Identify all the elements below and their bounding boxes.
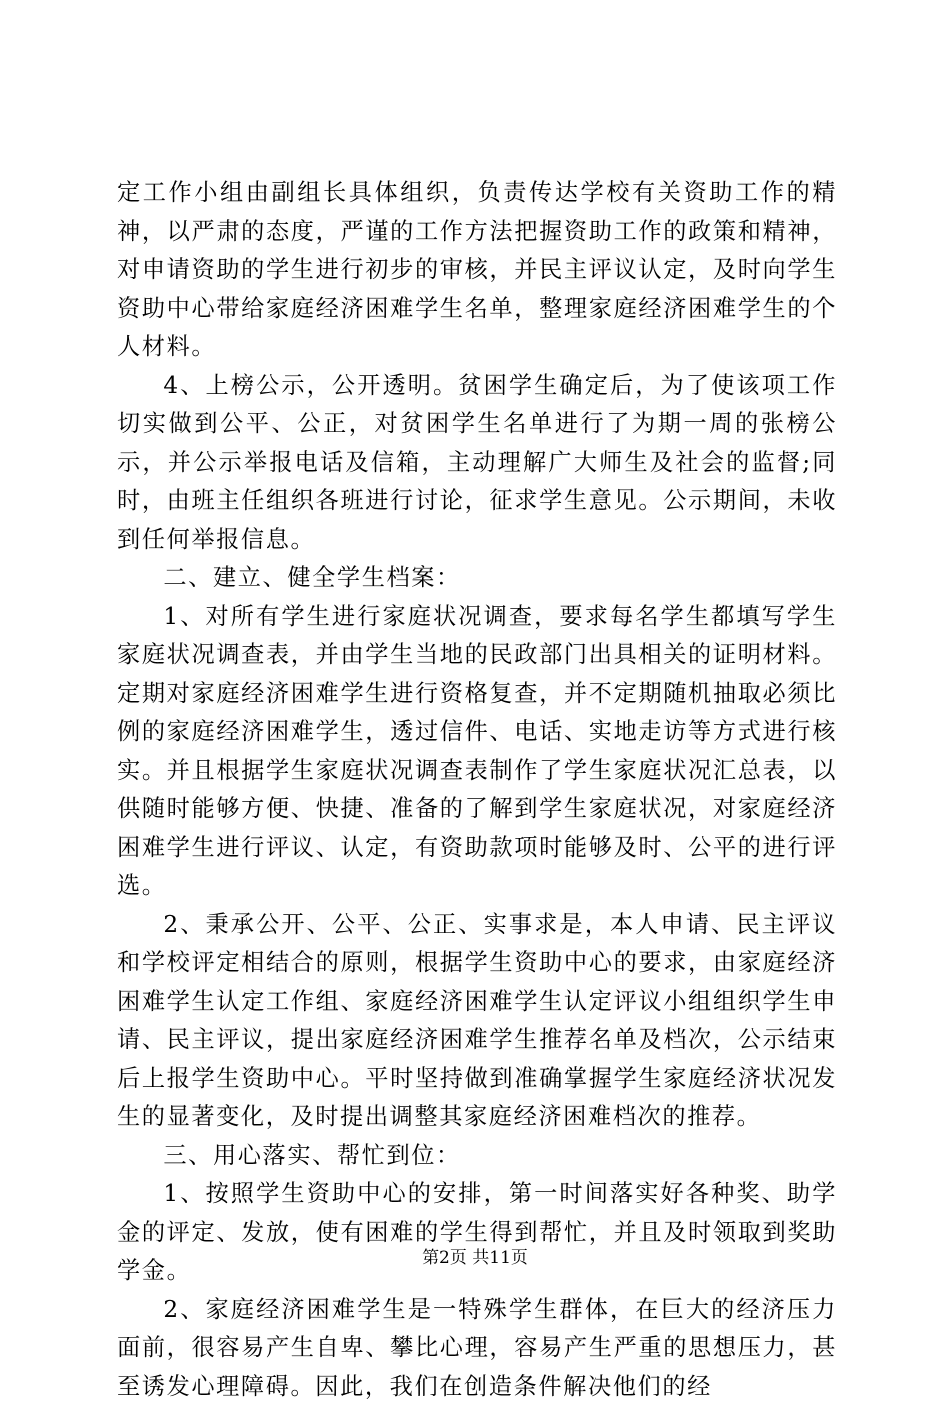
paragraph: 4、上榜公示，公开透明。贫困学生确定后，为了使该项工作切实做到公平、公正，对贫困学生名单进行了为期一周的张榜公示，并公示举报电话及信箱，主动理解广大师生及社会的监督;同时，由班主任组织各班进行讨论，征求学生意见。公示期间，未收到任何举报信息。: [117, 367, 837, 560]
page-number-footer: 第2页 共11页: [0, 1243, 950, 1268]
section-heading: 三、用心落实、帮忙到位：: [117, 1137, 837, 1176]
paragraph: 1、对所有学生进行家庭状况调查，要求每名学生都填写学生家庭状况调查表，并由学生当地的民政部门出具相关的证明材料。定期对家庭经济困难学生进行资格复查，并不定期随机抽取必须比例的家庭经济困难学生，透过信件、电话、实地走访等方式进行核实。并且根据学生家庭状况调查表制作了学生家庭状况汇总表，以供随时能够方便、快捷、准备的了解到学生家庭状况，对家庭经济困难学生进行评议、认定，有资助款项时能够及时、公平的进行评选。: [117, 598, 837, 906]
paragraph: 2、家庭经济困难学生是一特殊学生群体，在巨大的经济压力面前，很容易产生自卑、攀比心理，容易产生严重的思想压力，甚至诱发心理障碍。因此，我们在创造条件解决他们的经: [117, 1291, 837, 1406]
document-body: [117, 174, 837, 1406]
section-heading: 二、建立、健全学生档案：: [117, 559, 837, 598]
paragraph: 2、秉承公开、公平、公正、实事求是，本人申请、民主评议和学校评定相结合的原则，根据学生资助中心的要求，由家庭经济困难学生认定工作组、家庭经济困难学生认定评议小组组织学生申请、民主评议，提出家庭经济困难学生推荐名单及档次，公示结束后上报学生资助中心。平时坚持做到准确掌握学生家庭经济状况发生的显著变化，及时提出调整其家庭经济困难档次的推荐。: [117, 906, 837, 1137]
paragraph: 1、按照学生资助中心的安排，第一时间落实好各种奖、助学金的评定、发放，使有困难的学生得到帮忙，并且及时领取到奖助学金。: [117, 1175, 837, 1291]
paragraph: 定工作小组由副组长具体组织，负责传达学校有关资助工作的精神，以严肃的态度，严谨的工作方法把握资助工作的政策和精神，对申请资助的学生进行初步的审核，并民主评议认定，及时向学生资助中心带给家庭经济困难学生名单，整理家庭经济困难学生的个人材料。: [117, 174, 837, 367]
